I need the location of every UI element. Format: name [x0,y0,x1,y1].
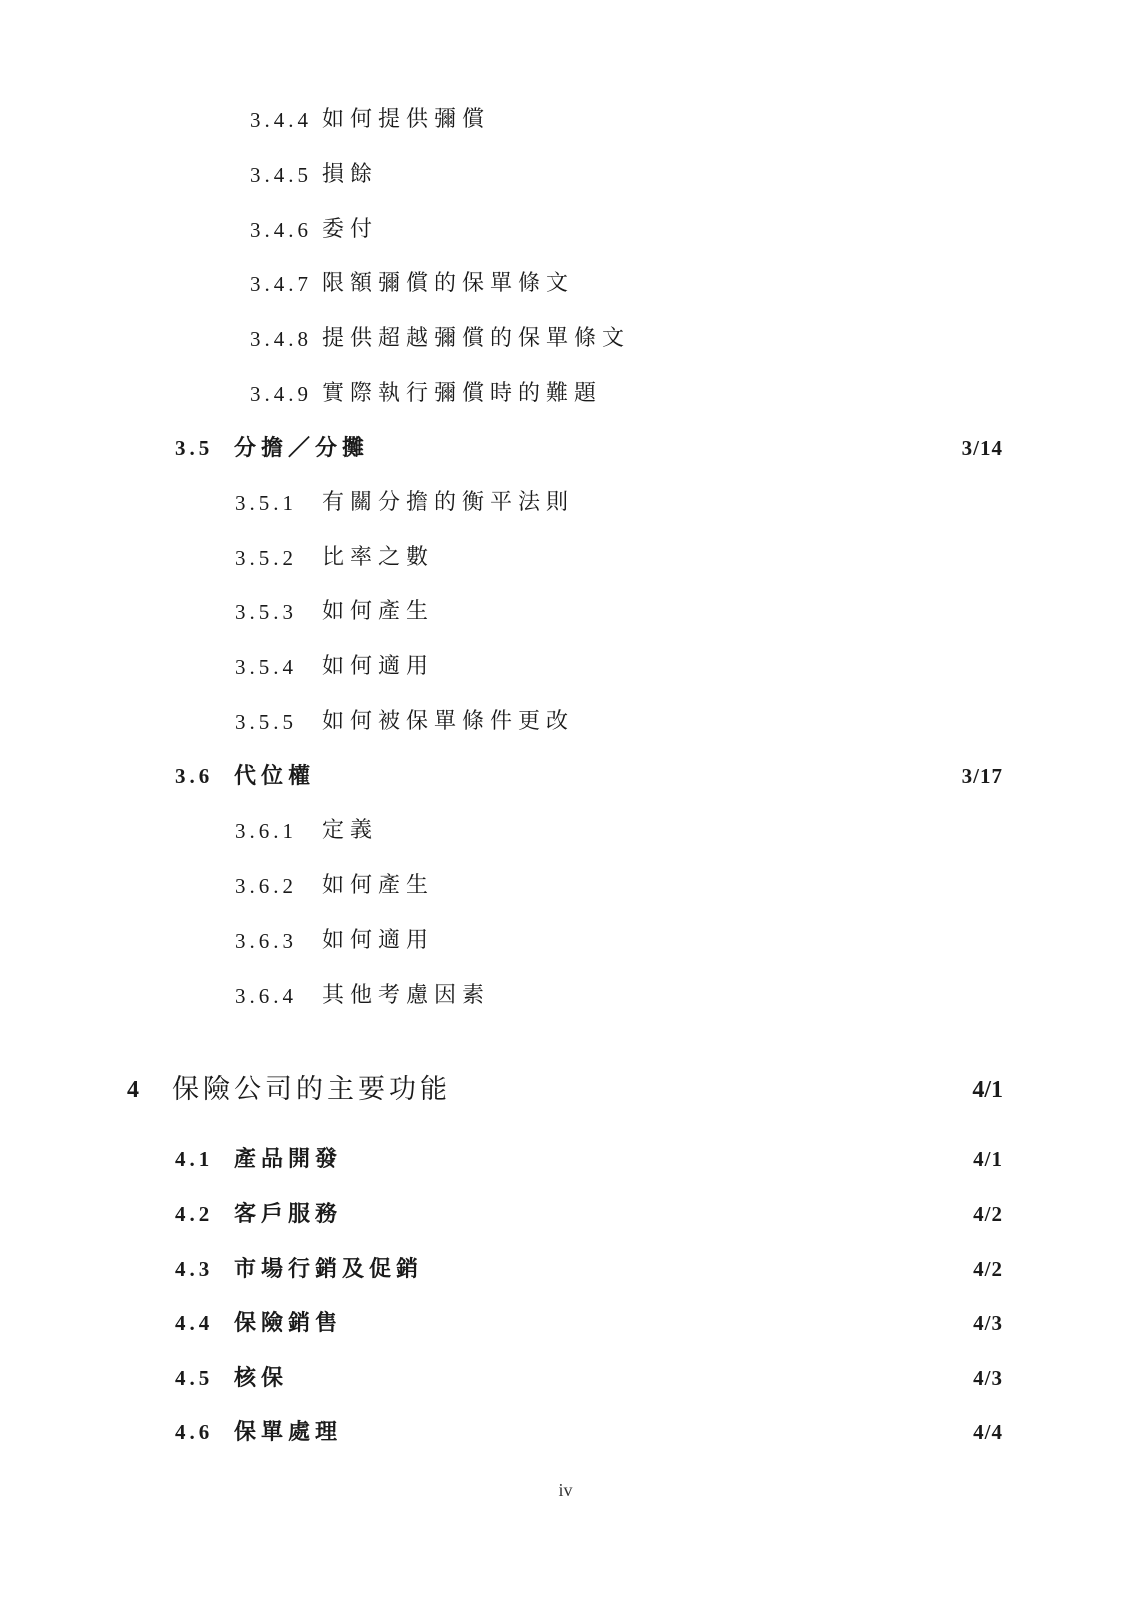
toc-entry-number: 3.4.6 [250,218,312,242]
toc-entry-number: 3.5.5 [235,710,297,734]
toc-entry-title: 比率之數 [322,545,435,570]
toc-section-title: 保險銷售 [234,1310,343,1336]
toc-section-3-6 [0,756,1131,796]
toc-entry-number: 3.6.2 [235,874,297,898]
toc-section-title: 代位權 [234,763,316,789]
toc-entry-number: 3.4.4 [250,108,312,132]
toc-chapter-4 [0,1066,1131,1114]
toc-entry-3-6-3 [0,921,1131,961]
toc-entry-3-6-4 [0,976,1131,1016]
toc-page-number: 4/2 [973,1257,1003,1281]
toc-page-number: 4/4 [973,1420,1003,1444]
toc-entry-number: 3.6.1 [235,819,297,843]
toc-entry-3-4-4 [0,100,1131,140]
toc-entry-title: 其他考慮因素 [322,983,491,1008]
toc-entry-3-5-1 [0,483,1131,523]
toc-entry-3-4-5 [0,155,1131,195]
toc-section-4-3 [0,1249,1131,1289]
toc-entry-title: 如何提供彌償 [322,107,491,132]
toc-section-title: 分擔／分攤 [234,435,370,461]
toc-entry-title: 委付 [322,217,379,242]
toc-section-number: 4.6 [175,1420,214,1444]
toc-entry-3-4-6 [0,210,1131,250]
toc-entry-3-4-9 [0,374,1131,414]
toc-entry-number: 3.5.2 [235,546,297,570]
toc-entry-title: 提供超越彌償的保單條文 [322,326,631,351]
toc-entry-number: 3.4.7 [250,272,312,296]
toc-page-number: 4/3 [973,1366,1003,1390]
toc-section-3-5 [0,428,1131,468]
toc-chapter-number: 4 [127,1077,139,1103]
toc-section-number: 3.5 [175,436,214,460]
toc-page-number: 4/3 [973,1311,1003,1335]
toc-page-number: 4/1 [972,1077,1003,1103]
toc-entry-3-5-3 [0,592,1131,632]
toc-section-number: 3.6 [175,764,214,788]
footer-page-number: iv [558,1480,573,1500]
toc-section-title: 產品開發 [234,1146,343,1172]
toc-section-4-4 [0,1303,1131,1343]
toc-entry-3-4-7 [0,264,1131,304]
toc-section-title: 保單處理 [234,1419,343,1445]
toc-entry-3-5-5 [0,702,1131,742]
toc-entry-title: 實際執行彌償時的難題 [322,381,603,406]
toc-entry-number: 3.6.3 [235,929,297,953]
toc-entry-title: 如何適用 [322,928,435,953]
toc-entry-number: 3.5.4 [235,655,297,679]
toc-entry-3-6-2 [0,866,1131,906]
toc-entry-number: 3.4.9 [250,382,312,406]
toc-entry-title: 損餘 [322,162,379,187]
toc-entry-title: 如何被保單條件更改 [322,709,575,734]
toc-entry-number: 3.4.8 [250,327,312,351]
toc-entry-number: 3.6.4 [235,984,297,1008]
toc-page-number: 3/17 [961,764,1003,788]
toc-entry-3-4-8 [0,319,1131,359]
toc-section-number: 4.3 [175,1257,214,1281]
toc-chapter-title: 保險公司的主要功能 [172,1074,451,1105]
toc-entry-3-6-1 [0,811,1131,851]
toc-entry-number: 3.5.3 [235,600,297,624]
toc-entry-number: 3.5.1 [235,491,297,515]
toc-section-title: 客戶服務 [234,1201,343,1227]
toc-section-4-2 [0,1194,1131,1234]
toc-entry-number: 3.4.5 [250,163,312,187]
toc-section-title: 核保 [234,1365,289,1391]
toc-entry-3-5-4 [0,647,1131,687]
toc-page-number: 4/1 [973,1147,1003,1171]
toc-section-4-6 [0,1412,1131,1452]
toc-section-number: 4.2 [175,1202,214,1226]
toc-entry-title: 如何產生 [322,873,435,898]
toc-section-title: 市場行銷及促銷 [234,1256,424,1282]
toc-section-4-5 [0,1358,1131,1398]
toc-section-number: 4.1 [175,1147,214,1171]
toc-entry-title: 有關分擔的衡平法則 [322,490,575,515]
toc-page-number: 3/14 [961,436,1003,460]
toc-section-number: 4.5 [175,1366,214,1390]
toc-entry-title: 如何產生 [322,599,435,624]
toc-section-number: 4.4 [175,1311,214,1335]
toc-section-4-1 [0,1139,1131,1179]
toc-entry-3-5-2 [0,538,1131,578]
toc-entry-title: 限額彌償的保單條文 [322,271,575,296]
toc-page-number: 4/2 [973,1202,1003,1226]
toc-entry-title: 定義 [322,818,379,843]
toc-entry-title: 如何適用 [322,654,435,679]
